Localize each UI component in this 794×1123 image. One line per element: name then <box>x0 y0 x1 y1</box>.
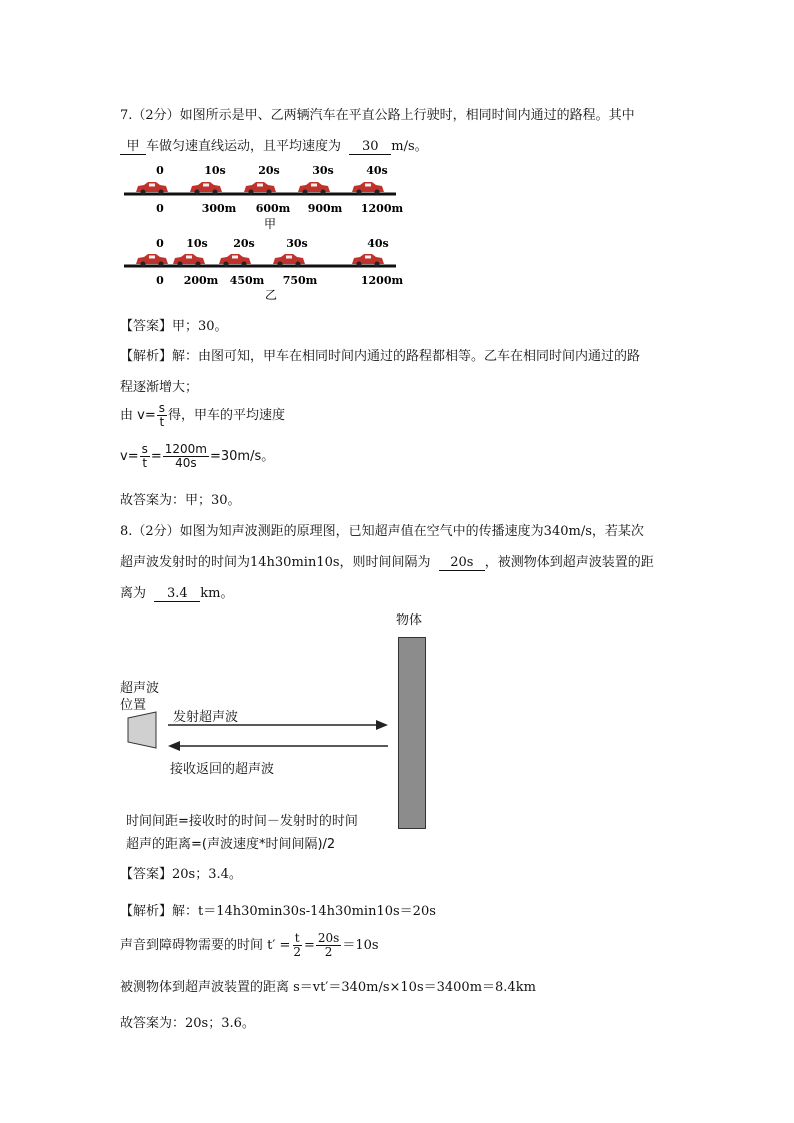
car-b-dist-4: 1200m <box>360 274 404 287</box>
fraction-numerator: t <box>294 931 300 945</box>
figure-note-1: 时间间距=接收时的时间－发射时的时间 <box>126 814 358 829</box>
car-a-label: 甲 <box>263 217 277 231</box>
q8-analysis-equals: = <box>303 938 315 953</box>
fraction-denominator: 40s <box>175 456 197 470</box>
fraction-denominator: t <box>159 415 165 429</box>
q8-stem-prefix: 超声波发射时的时间为14h30min10s，则时间间隔为 <box>120 555 431 570</box>
car-b-time-4: 40s <box>367 237 389 250</box>
car-a-time-2: 20s <box>258 164 280 177</box>
q8-analysis-fraction-1 <box>291 932 303 959</box>
car-b-dist-1: 200m <box>183 274 219 287</box>
q8-answer: 【答案】20s；3.4。 <box>120 867 242 882</box>
car-a-dist-1: 300m <box>201 202 237 215</box>
figure-note-2: 超声的距离=(声波速度*时间间隔)/2 <box>126 837 336 852</box>
fraction-numerator: 20s <box>317 931 340 945</box>
car-a-time-3: 30s <box>312 164 334 177</box>
receive-arrow <box>166 740 390 752</box>
q8-stem-line-2 <box>120 551 654 571</box>
q8-stem-line3-prefix: 离为 <box>120 586 147 601</box>
fraction-numerator: s <box>158 401 165 415</box>
q8-stem-suffix: ，被测物体到超声波装置的距 <box>484 555 654 570</box>
q7-calc-fraction-2 <box>163 443 209 470</box>
q7-calc-equals: = <box>150 449 162 464</box>
q7-stem-unit: m/s。 <box>391 139 428 154</box>
car-b-time-1: 10s <box>186 237 208 250</box>
q8-analysis-line-3: 被测物体到超声波装置的距离 s＝vt′＝340m/s×10s＝3400m＝8.4km <box>120 980 536 995</box>
car-a-dist-3: 900m <box>307 202 343 215</box>
q7-stem-middle: 车做匀速直线运动，且平均速度为 <box>146 139 342 154</box>
q7-calc-fraction-1 <box>140 443 150 470</box>
car-b-dist-0: 0 <box>156 274 164 287</box>
q8-answer-blank-2: 3.4 <box>154 587 200 602</box>
q7-analysis-line-1: 【解析】解：由图可知，甲车在相同时间内通过的路程都相等。乙车在相同时间内通过的路 <box>120 349 641 364</box>
q8-answer-blank-1: 20s <box>439 556 485 571</box>
car-b-time-3: 30s <box>286 237 308 250</box>
q8-analysis-line-2 <box>120 932 379 959</box>
q7-car-figure <box>118 158 408 304</box>
car-a-dist-2: 600m <box>255 202 291 215</box>
q7-formula-suffix: 得，甲车的平均速度 <box>167 408 285 423</box>
device-label-line-2: 位置 <box>120 698 147 713</box>
q7-conclusion: 故答案为：甲；30。 <box>120 493 241 508</box>
q7-formula-prefix: 由 v= <box>120 408 156 423</box>
car-a-time-1: 10s <box>204 164 226 177</box>
car-b-dist-3: 750m <box>282 274 318 287</box>
device-label-line-1: 超声波 <box>120 681 160 696</box>
q7-answer-blank-2: 30 <box>349 140 391 155</box>
q7-calc-result: =30m/s。 <box>210 449 275 464</box>
receive-label: 接收返回的超声波 <box>170 762 275 777</box>
fraction-numerator: s <box>141 442 148 456</box>
emit-arrow <box>168 719 392 731</box>
car-a-dist-0: 0 <box>156 202 164 215</box>
fraction-denominator: 2 <box>293 945 301 959</box>
car-b-dist-2: 450m <box>229 274 265 287</box>
q8-conclusion: 故答案为：20s；3.6。 <box>120 1016 255 1031</box>
object-label: 物体 <box>396 613 423 628</box>
q8-analysis-result: ＝10s <box>342 938 379 953</box>
q7-formula-fraction <box>157 402 167 429</box>
q7-formula-line <box>120 402 285 429</box>
fraction-denominator: t <box>142 456 148 470</box>
q8-stem-line3-suffix: km。 <box>200 586 234 601</box>
q7-calc-prefix: v= <box>120 449 139 464</box>
q8-analysis-fraction-2 <box>316 932 341 959</box>
q7-analysis-line-2: 程逐渐增大； <box>120 380 199 395</box>
car-a-time-4: 40s <box>366 164 388 177</box>
fraction-denominator: 2 <box>324 945 333 959</box>
q7-stem-line-1: 7.（2分）如图所示是甲、乙两辆汽车在平直公路上行驶时，相同时间内通过的路程。其中 <box>120 108 635 123</box>
car-a-time-0: 0 <box>156 164 164 177</box>
car-b-time-2: 20s <box>233 237 255 250</box>
q8-analysis-prefix: 声音到障碍物需要的时间 t′ = <box>120 938 291 953</box>
fraction-numerator: 1200m <box>164 442 207 456</box>
object-bar <box>398 637 426 829</box>
q7-stem-line-2 <box>120 135 428 155</box>
q8-stem-line-3 <box>120 582 234 602</box>
car-b-label: 乙 <box>264 288 278 302</box>
q8-stem-line-1: 8.（2分）如图为知声波测距的原理图，已知超声值在空气中的传播速度为340m/s，若某次 <box>120 524 644 539</box>
car-b-track <box>124 237 403 302</box>
emit-label: 发射超声波 <box>173 710 239 725</box>
q8-analysis-line-1: 【解析】解：t＝14h30min30s-14h30min10s＝20s <box>120 904 436 919</box>
q7-calculation-line <box>120 443 274 470</box>
q7-answer: 【答案】甲；30。 <box>120 319 228 334</box>
car-a-track <box>124 164 403 231</box>
car-b-time-0: 0 <box>156 237 164 250</box>
ultrasonic-emitter <box>126 710 162 750</box>
car-a-dist-4: 1200m <box>360 202 404 215</box>
q7-answer-blank-1: 甲 <box>120 140 146 155</box>
